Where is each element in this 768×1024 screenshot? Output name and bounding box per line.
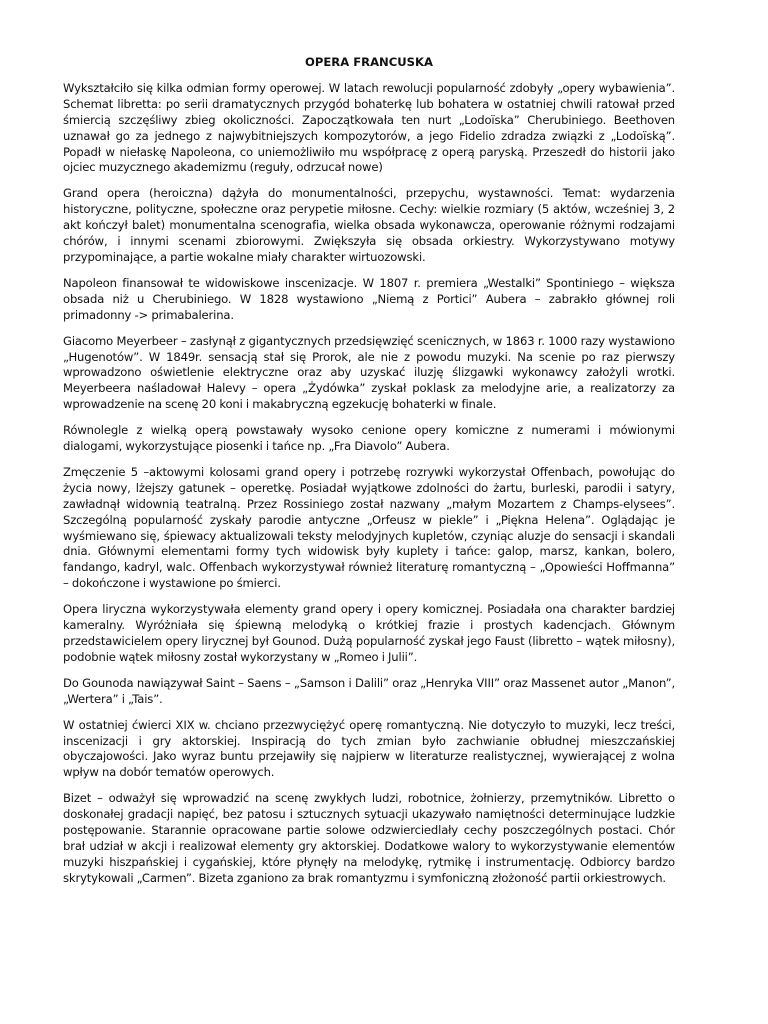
paragraph-9: W ostatniej ćwierci XIX w. chciano przezwyciężyć operę romantyczną. Nie dotyczyło to muzyki, lecz treści, inscenizacji i gry aktorskiej. Inspiracją do tych zmian było zachwianie obłudnej mieszczańskiej obyczajowości. Jako wyraz buntu przejawiły się najpierw w literaturze realistycznej, wywierającej z wolna wpływ na dobór tematów operowych. (63, 717, 675, 780)
page-title: OPERA FRANCUSKA (305, 55, 433, 69)
paragraph-7: Opera liryczna wykorzystywała elementy grand opery i opery komicznej. Posiadała ona charakter bardziej kameralny. Wyróżniała się śpiewną melodyką o krótkiej frazie i prostych kadencjach. Głównym przedstawicielem opery lirycznej był Gounod. Dużą popularność zyskał jego Faust (libretto – wątek miłosny), podobnie wątek miłosny został wykorzystany w „Romeo i Julii”. (63, 602, 675, 664)
paragraph-5: Równolegle z wielką operą powstawały wysoko cenione opery komiczne z numerami i mówionymi dialogami, wykorzystujące piosenki i tańce np. „Fra Diavolo” Aubera. (63, 423, 675, 454)
paragraph-1: Wykształciło się kilka odmian formy operowej. W latach rewolucji popularność zdobyły „opery wybawienia”. Schemat libretta: po serii dramatycznych przygód bohaterkę lub bohatera w ostatniej chwili ratował przed śmiercią szczęśliwy zbieg okoliczności. Zapoczątkowała ten nurt „Lodoïska” Cherubiniego. Beethoven uznawał go za jednego z najwybitniejszych kompozytorów, a jego Fidelio zdradza związki z „Lodoïską”. Popadł w niełaskę Napoleona, co uniemożliwiło mu współpracę z operą paryską. Przeszedł do historii jako ojciec muzycznego akademizmu (reguły, odrzucał nowe) (63, 80, 675, 175)
paragraph-10: Bizet – odważył się wprowadzić na scenę zwykłych ludzi, robotnice, żołnierzy, przemytników. Libretto o doskonałej gradacji napięć, bez patosu i sztucznych sytuacji ukazywało namiętności determinujące ludzkie postępowanie. Starannie opracowane partie solowe odzwierciedlały cechy poszczególnych postaci. Chór brał udział w akcji i realizował elementy gry aktorskiej. Dodatkowe walory to wykorzystywanie elementów muzyki hiszpańskiej i cygańskiej, które płynęły na melodykę, rytmikę i instrumentację. Odbiorcy bardzo skrytykowali „Carmen”. Bizeta zganiono za brak romantyzmu i symfoniczną złożoność partii orkiestrowych. (63, 791, 675, 885)
document-page (63, 55, 675, 897)
paragraph-2: Grand opera (heroiczna) dążyła do monumentalności, przepychu, wystawności. Temat: wydarzenia historyczne, polityczne, społeczne oraz perypetie miłosne. Cechy: wielkie rozmiary (5 aktów, wcześniej 3, 2 akt kończył balet) monumentalna scenografia, wielka obsada wykonawcza, operowanie różnymi rodzajami chórów, i innymi scenami zbiorowymi. Zwiększyła się obsada orkiestry. Wykorzystywano motywy przypominające, a partie wokalne miały charakter wirtuozowski. (63, 186, 675, 264)
paragraph-8: Do Gounoda nawiązywał Saint – Saens – „Samson i Dalili” oraz „Henryka VIII” oraz Massenet autor „Manon”, „Wertera” i „Tais”. (63, 675, 675, 706)
paragraph-6: Zmęczenie 5 –aktowymi kolosami grand opery i potrzebę rozrywki wykorzystał Offenbach, powołując do życia nowy, lżejszy gatunek – operetkę. Posiadał wyjątkowe zdolności do żartu, burleski, parodii i satyry, zawładnął widownią teatralną. Przez Rossiniego został nazwany „małym Mozartem z Champs-elysees”. Szczególną popularność zyskały parodie antyczne „Orfeusz w piekle” i „Piękna Helena”. Oglądając je wyśmiewano się, śpiewacy aktualizowali teksty melodyjnych kupletów, czyniąc aluzje do sensacji i skandali dnia. Głównymi elementami formy tych widowisk były kuplety i tańce: galop, marsz, kankan, bolero, fandango, kadryl, walc. Offenbach wykorzystywał również literaturę romantyczną – „Opowieści Hoffmanna” – dokończone i wystawione po śmierci. (63, 464, 675, 591)
paragraph-3: Napoleon finansował te widowiskowe inscenizacje. W 1807 r. premiera „Westalki” Spontiniego – większa obsada niż u Cherubiniego. W 1828 wystawiono „Niemą z Portici” Aubera – zabrakło głównej roli primadonny -> primabalerina. (63, 275, 675, 322)
paragraph-4: Giacomo Meyerbeer – zasłynął z gigantycznych przedsięwzięć scenicznych, w 1863 r. 1000 razy wystawiono „Hugenotów”. W 1849r. sensacją stał się Prorok, ale nie z powodu muzyki. Na scenie po raz pierwszy wprowadzono oświetlenie elektryczne oraz aby uzyskać iluzję ślizgawki wykonawcy założyli wrotki. Meyerbeera naśladował Halevy – opera „Żydówka” zyskał poklask za melodyjne arie, a realizatorzy za wprowadzenie na scenę 20 koni i makabryczną egzekucję bohaterki w finale. (63, 333, 675, 412)
